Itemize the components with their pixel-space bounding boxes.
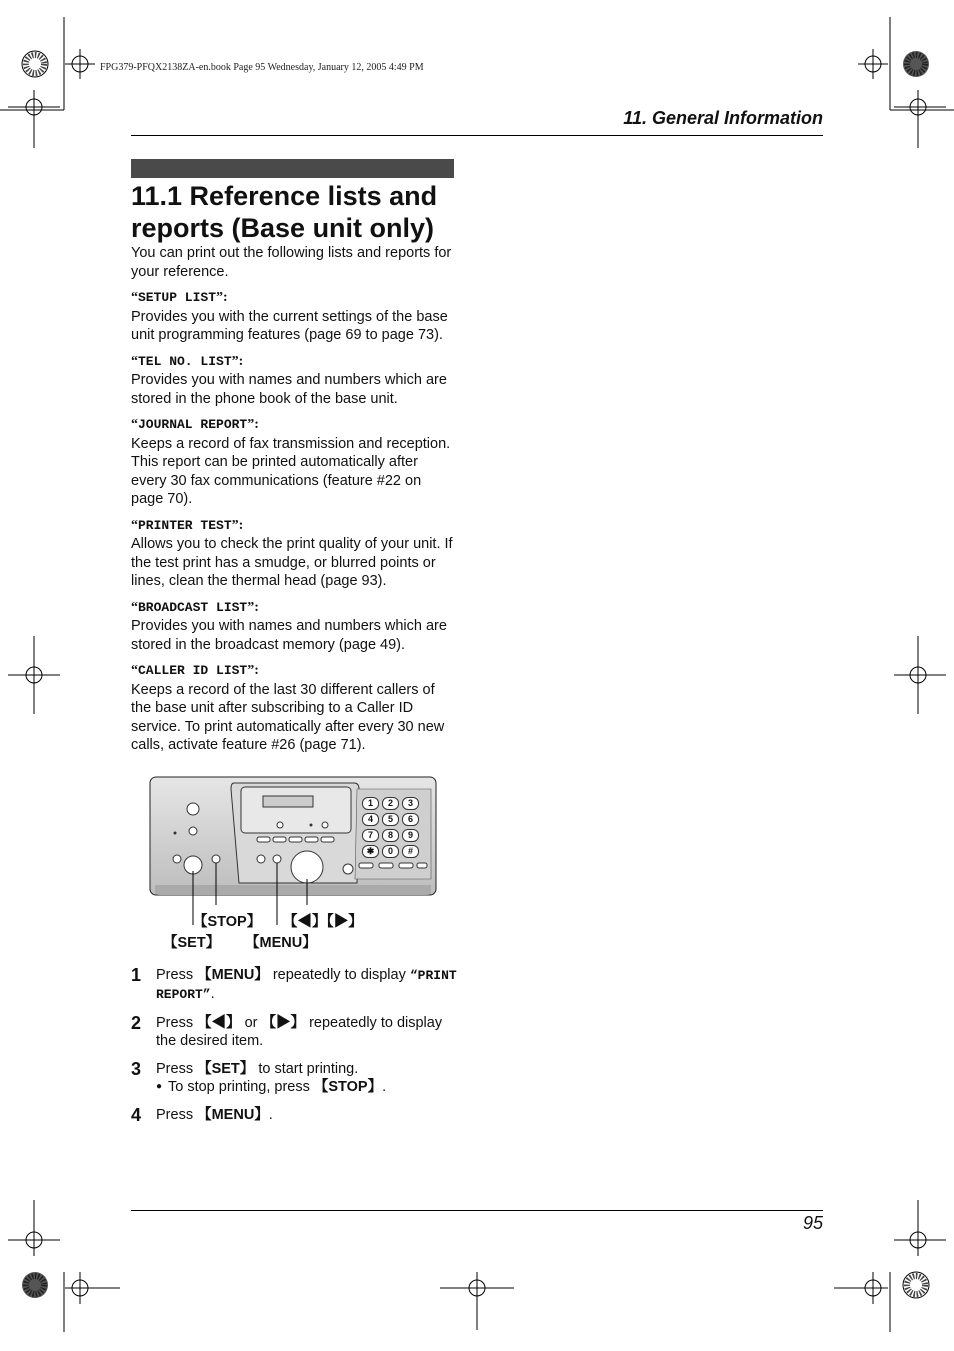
steps-list [131,966,461,1134]
step-text: Press [156,1015,198,1031]
entry-description: Provides you with the current settings of the base unit programming features (page 69 to page 73). [131,308,448,343]
list-item: “JOURNAL REPORT”: Keeps a record of fax transmission and reception. This report can be printed automatically after every 30 fax communications (feature #22 on page 70). [131,415,454,509]
step-4 [131,1106,461,1124]
step-text: to start printing. [254,1061,359,1077]
step-text: To stop printing, press [168,1079,314,1095]
step-3 [131,1060,461,1096]
keypad-key: 6 [402,813,419,826]
stop-label: 【STOP】 [193,914,262,930]
display-text: “PRINT REPORT” [156,968,457,1002]
step-text: Press [156,1061,198,1077]
step-text: repeatedly to display the desired item. [156,1015,443,1049]
arrows-label: 【◀】【▶】 [283,914,363,930]
menu-key: 【MENU】 [197,967,269,983]
list-item: “PRINTER TEST”: Allows you to check the print quality of your unit. If the test print has a smudge, or blurred points or lines, clean the thermal head (page 93). [131,517,453,589]
bullet-icon: ● [156,1081,163,1092]
keypad-key: 1 [362,797,379,810]
page-number: 95 [802,1213,823,1233]
set-key: 【SET】 [197,1061,255,1077]
keypad-key: 7 [362,829,379,842]
entry-description: Provides you with names and numbers which are stored in the phone book of the base unit. [131,372,447,407]
entry-description: Keeps a record of the last 30 different callers of the base unit after subscribing to a Caller ID service. To print automatically after every 30 new calls, activate feature #26 (page 71). [131,681,445,753]
entry-title: PRINTER TEST [138,517,232,533]
keypad-key: 5 [382,813,399,826]
entry-title: JOURNAL REPORT [138,417,248,432]
base-unit-illustration [149,775,449,960]
entry-title: TEL NO. LIST [138,353,232,369]
keypad-key: 3 [402,797,419,810]
keypad-key: 0 [382,845,399,858]
print-stamp: FPG379-PFQX2138ZA-en.book Page 95 Wednesday, January 12, 2005 4:49 PM [100,62,424,73]
list-item: “BROADCAST LIST”: Provides you with names and numbers which are stored in the broadcast memory (page 49). [131,598,454,655]
step-text: Press [156,1107,198,1123]
intro-text: You can print out the following lists and reports for your reference. [131,245,452,280]
keypad-key: ✱ [362,845,379,858]
title-bar [131,159,454,178]
step-2 [131,1014,461,1050]
footer-rule [131,1210,823,1211]
keypad-key: # [402,845,419,858]
right-key: 【▶】 [261,1015,306,1031]
entry-description: Allows you to check the print quality of your unit. If the test print has a smudge, or blurred points or lines, clean the thermal head (page 93). [131,536,453,589]
stop-key: 【STOP】 [313,1079,383,1095]
keypad-key: 9 [402,829,419,842]
entry-title: BROADCAST LIST [138,599,248,615]
left-key: 【◀】 [197,1015,241,1031]
entry-description: Provides you with names and numbers which are stored in the broadcast memory (page 49). [131,618,447,653]
keypad-key: 8 [382,829,399,842]
step-1 [131,966,461,1004]
section-header: 11. General Information [623,108,823,128]
step-text: repeatedly to display [268,967,410,983]
keypad-key: 2 [382,797,399,810]
step-text: . [382,1079,387,1095]
page-title: 11.1 Reference lists and reports (Base unit only) [131,181,438,243]
step-number: 2 [131,1013,142,1033]
step-number: 1 [131,965,142,985]
step-text: . [210,986,215,1002]
content-column [131,244,454,762]
list-item: “TEL NO. LIST”: Provides you with names and numbers which are stored in the phone book of the base unit. [131,352,454,409]
set-label: 【SET】 [163,935,221,951]
step-text: Press [156,967,198,983]
step-number: 3 [131,1059,142,1079]
step-text: or [240,1015,262,1031]
step-number: 4 [131,1105,142,1125]
list-item: “SETUP LIST”: Provides you with the current settings of the base unit programming features (page 69 to page 73). [131,288,454,345]
menu-label: 【MENU】 [245,935,317,951]
step-text: . [268,1107,273,1123]
entry-title: SETUP LIST [138,290,217,305]
header-rule [131,135,823,136]
entry-title: CALLER ID LIST [138,663,248,678]
keypad-key: 4 [362,813,379,826]
bullet-item [156,1078,461,1096]
entry-description: Keeps a record of fax transmission and reception. This report can be printed automatically after every 30 fax communications (feature #22 on page 70). [131,435,451,507]
menu-key: 【MENU】 [197,1107,269,1123]
list-item: “CALLER ID LIST”: Keeps a record of the last 30 different callers of the base unit after subscribing to a Caller ID service. To print automatically after every 30 new calls, activate feature #26 (page 71). [131,661,454,755]
